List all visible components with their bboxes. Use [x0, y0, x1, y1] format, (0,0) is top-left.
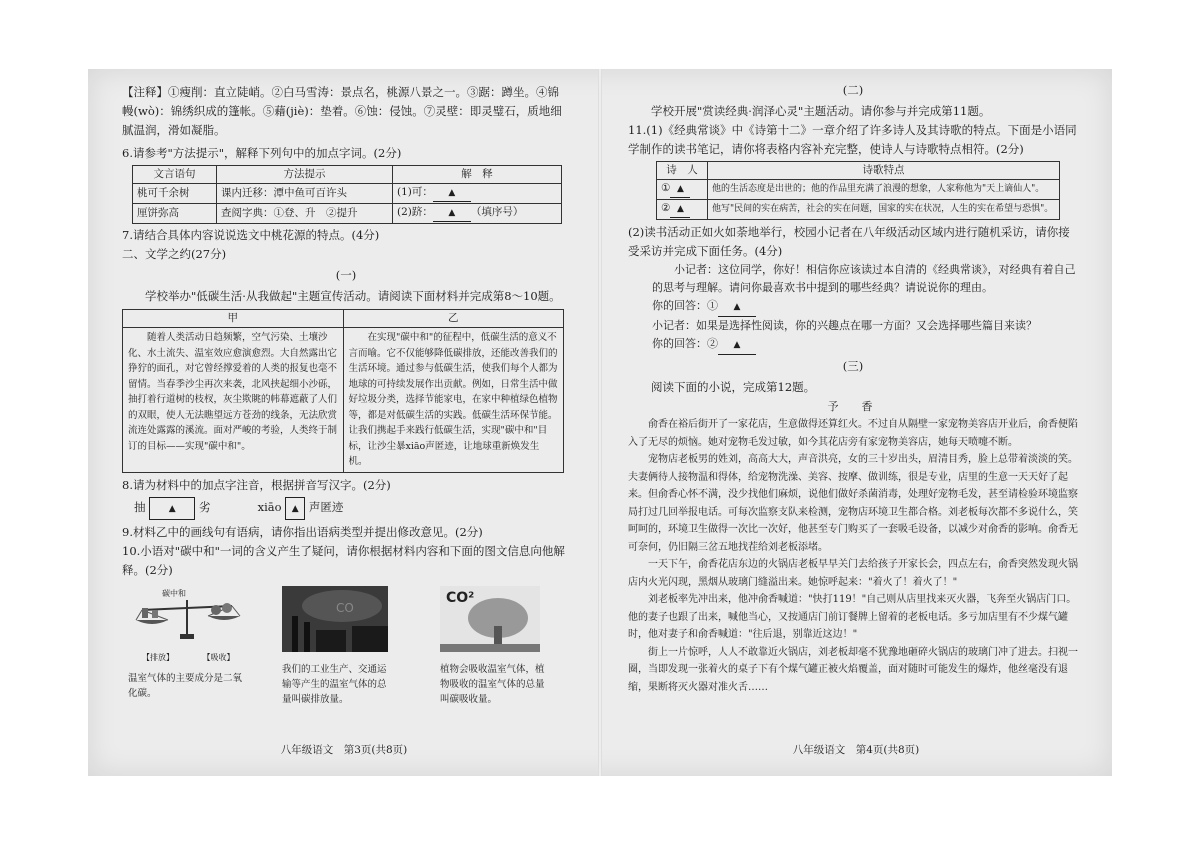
- subsection-3: (三): [842, 359, 864, 373]
- intro-8-10: 学校举办"低碳生活·从我做起"主题宣传活动。请阅读下面材料并完成第8～10题。: [145, 289, 561, 303]
- table-row: [133, 204, 562, 224]
- q6-header-sentence: 文言语句: [133, 166, 217, 184]
- factory-pollution-image: [282, 586, 388, 652]
- story-paragraph: 刘老板率先冲出来，他冲俞香喊道："快打119！"自己则从店里找来灭火器，飞奔至火锅店门口。他的妻子也跟了出来，喊他当心，又按通店门前订餐牌上留着的老板电话。多亏加店里有不少煤气罐时，他对妻子和俞香喊道："往后退，别靠近这边！": [628, 594, 1077, 640]
- q11-header-features: 诗歌特点: [708, 162, 1060, 180]
- table-row: [657, 200, 1060, 220]
- story-paragraph: 一天下午，俞香花店东边的火锅店老板早早关门去给孩子开家长会，四点左右，俞香突然发现火锅店内火光闪现，黑烟从玻璃门缝溢出来。她惊呼起来："着火了！着火了！": [628, 559, 1078, 588]
- right-page-footer: 八年级语文 第4页(共8页): [792, 744, 920, 756]
- material-b-title: 乙: [343, 310, 564, 328]
- reporter-question-1: 小记者：这位同学，你好！相信你应该读过本自清的《经典常谈》，对经典有着自己的思考与理解。请问你最喜欢书中提到的哪些经典？请说说你的理由。: [652, 263, 1076, 294]
- left-page: [88, 69, 600, 776]
- q6-row1-method: 课内迁移：潭中鱼可百许头: [217, 184, 393, 204]
- q6-row2-sentence: 厘饼弥高: [133, 204, 217, 224]
- materials-table: [122, 309, 564, 473]
- left-page-footer: 八年级语文 第3页(共8页): [280, 744, 408, 756]
- material-a-text: 随着人类活动日趋频繁，空气污染、土壤沙化、水土流失、温室效应愈演愈烈。大自然露出它狰狞的面孔，对它曾经撑爱着的人类的报复也毫不留情。当春季沙尘再次来袭，北风挟起细小沙砾，抽打着行道树的枝杈，灰尘欺眺的帏幕遮蔽了人们的双眼，使人无法瞧望远方苍劲的线条，无法欣赏流连处露露的溪流。面对严峻的考验，人类终于制订的目标——实现"碳中和"。: [123, 328, 344, 473]
- q11-row1-poet[interactable]: ① ▲: [657, 180, 708, 200]
- answer-blank[interactable]: ▲: [433, 185, 471, 202]
- q8-answers: 抽 ▲ 劣 xiāo ▲ 声匿迹: [134, 497, 570, 520]
- question-8: 8.请为材料中的加点字注音，根据拼音写汉字。(2分): [122, 477, 391, 492]
- story-paragraph: 俞香在裕后街开了一家花店，生意做得还算红火。不过自从隔壁一家宠物美容店开业后，俞香便陷入了无尽的烦恼。她对宠物毛发过敏，如今其花店旁有家宠物美容店，她每天喷嚏不断。: [628, 419, 1078, 448]
- table-row: [657, 180, 1060, 200]
- hanzi-blank[interactable]: ▲: [285, 497, 305, 520]
- figures-row: [122, 586, 570, 705]
- notes: 【注释】①瘦削：直立陡峭。②白马雪涛：景点名，桃源八景之一。③踞：蹲坐。④锦幔(wò)：锦绣织成的篷帐。⑤藉(jiè)：垫着。⑥蚀：侵蚀。⑦灵壁：即灵璧石，质地细腻温润，滑如凝脂。: [122, 85, 562, 137]
- material-a-title: 甲: [123, 310, 344, 328]
- reporter-question-2: 小记者：如果是选择性阅读，你的兴趣点在哪一方面？又会选择哪些篇目来读？: [652, 319, 1037, 332]
- q11-row2-feature: 他写"民间的实在病苦，社会的实在问题，国家的实在状况，人生的实在希望与恐惧"。: [708, 200, 1060, 220]
- question-7: 7.请结合具体内容说说选文中桃花源的特点。(4分): [122, 228, 380, 242]
- answer-blank[interactable]: ▲: [433, 205, 471, 222]
- q11-header-poet: 诗 人: [657, 162, 708, 180]
- interview: [628, 261, 1078, 355]
- subsection-2: (二): [842, 83, 864, 97]
- question-9: 9.材料乙中的画线句有语病，请你指出语病类型并提出修改意见。(2分): [122, 524, 483, 539]
- answer-line-2: 你的回答：② ▲: [652, 335, 1078, 355]
- question-11-2: (2)读书活动正如火如荼地举行，校园小记者在八年级活动区域内进行随机采访，请你接受采访并完成下面任务。(4分): [628, 225, 1070, 258]
- material-b-text: 在实现"碳中和"的征程中，低碳生活的意义不言而喻。它不仅能够降低碳排放，还能改善我们的生活环境。通过参与低碳生活，使我们每个人都为地球的可持续发展作出贡献。例如，日常生活中做好垃圾分类，选择节能家电，在家中种植绿色植物等，都是对低碳生活的实践。低碳生活环保节能。让我们携起手来践行低碳生活，实现"碳中和"目标，让沙尘暴xiāo声匿迹，让地球重新焕发生机。: [343, 328, 564, 473]
- story-title: 予 香: [827, 400, 879, 413]
- intro-12: 阅读下面的小说，完成第12题。: [651, 380, 816, 394]
- q6-row1-answer[interactable]: (1)可： ▲: [393, 184, 562, 204]
- figure-tree: [440, 586, 552, 707]
- scanned-exam-sheet: [88, 69, 1112, 776]
- fig3-co2: CO²: [446, 589, 475, 606]
- figure-factory: [282, 586, 390, 707]
- intro-11: 学校开展"赏读经典·润泽心灵"主题活动。请你参与并完成第11题。: [651, 104, 991, 118]
- fig1-labels: 【排放】 【吸收】: [142, 652, 235, 662]
- story-paragraph: 宠物店老板男的姓刘，高高大大，声音洪亮，女的三十岁出头，眉清目秀，脸上总带着淡淡的笑。夫妻俩待人接物温和得体，给宠物洗澡、美容、按摩、做训练，很是专业，店里的生意一天天好了起来。但俞香心怀不满，没少找他们麻烦，说他们做好杀菌消毒，处理好宠物毛发，甚至请检验环境监察局打过几回举报电话。可每次监察支队来检测，宠物店环境卫生都合格。刘老板每次都不多说什么，笑呵呵的，环境卫生做得一次比一次好，他甚至专门购买了一套吸毛设备，以减少对俞香的影响。俞香无可奈何，仍旧隔三岔五地找茬给刘老板添堵。: [628, 454, 1078, 553]
- story-paragraph: 街上一片惊呼，人人不敢靠近火锅店，刘老板却毫不犹豫地砸碎火锅店的玻璃门冲了进去。扫视一圈，当即发现一张着火的桌子下有个煤气罐正被火焰覆盖，面对随时可能发生的爆炸，他丝毫没有退缩，果断将灭火器对准火舌……: [628, 646, 1078, 693]
- q6-header-method: 方法提示: [217, 166, 393, 184]
- answer-blank[interactable]: ▲: [718, 335, 756, 355]
- answer-blank[interactable]: ▲: [670, 201, 690, 218]
- question-11-1: 11.(1)《经典常谈》中《诗第十二》一章介绍了许多诗人及其诗歌的特点。下面是小语同学制作的读书笔记，请你将表格内容补充完整，使诗人与诗歌特点相符。(2分): [628, 123, 1077, 156]
- right-page: [600, 69, 1112, 776]
- svg-text:CO: CO: [336, 600, 354, 615]
- pinyin-blank[interactable]: ▲: [149, 497, 195, 520]
- q6-row2-method: 查阅字典：①登、升 ②提升: [217, 204, 393, 224]
- q6-row1-sentence: 桃可千余树: [133, 184, 217, 204]
- subsection-1: (一): [335, 268, 357, 282]
- tree-co2-image: [440, 586, 540, 652]
- question-10: 10.小语对"碳中和"一词的含义产生了疑问，请你根据材料内容和下面的图文信息向他解释。(2分): [122, 543, 565, 577]
- q11-row2-poet[interactable]: ② ▲: [657, 200, 708, 220]
- q11-row1-feature: 他的生活态度是出世的；他的作品里充满了浪漫的想象，人家称他为"天上谪仙人"。: [708, 180, 1060, 200]
- answer-blank[interactable]: ▲: [718, 297, 756, 317]
- section-literature: 二、文学之约(27分): [122, 247, 227, 261]
- fig3-caption: 植物会吸收温室气体，植物吸收的温室气体的总量叫碳吸收量。: [440, 663, 545, 705]
- fig2-caption: 我们的工业生产、交通运输等产生的温室气体的总量叫碳排放量。: [282, 663, 387, 705]
- story-text: [628, 416, 1078, 696]
- fig1-title: 碳中和: [162, 588, 186, 598]
- question-6: 6.请参考"方法提示"，解释下列句中的加点字词。(2分): [122, 146, 402, 160]
- figure-scale: [128, 586, 246, 701]
- fig1-caption: 温室气体的主要成分是二氧化碳。: [128, 672, 243, 699]
- answer-blank[interactable]: ▲: [670, 181, 690, 198]
- q6-table: [132, 165, 562, 224]
- q11-table: [656, 161, 1060, 220]
- table-row: [133, 184, 562, 204]
- q6-row2-answer[interactable]: (2)跻： ▲ （填序号）: [393, 204, 562, 224]
- q6-header-explain: 解 释: [393, 166, 562, 184]
- balance-scale-icon: [128, 586, 246, 646]
- answer-line-1: 你的回答：① ▲: [652, 297, 1078, 317]
